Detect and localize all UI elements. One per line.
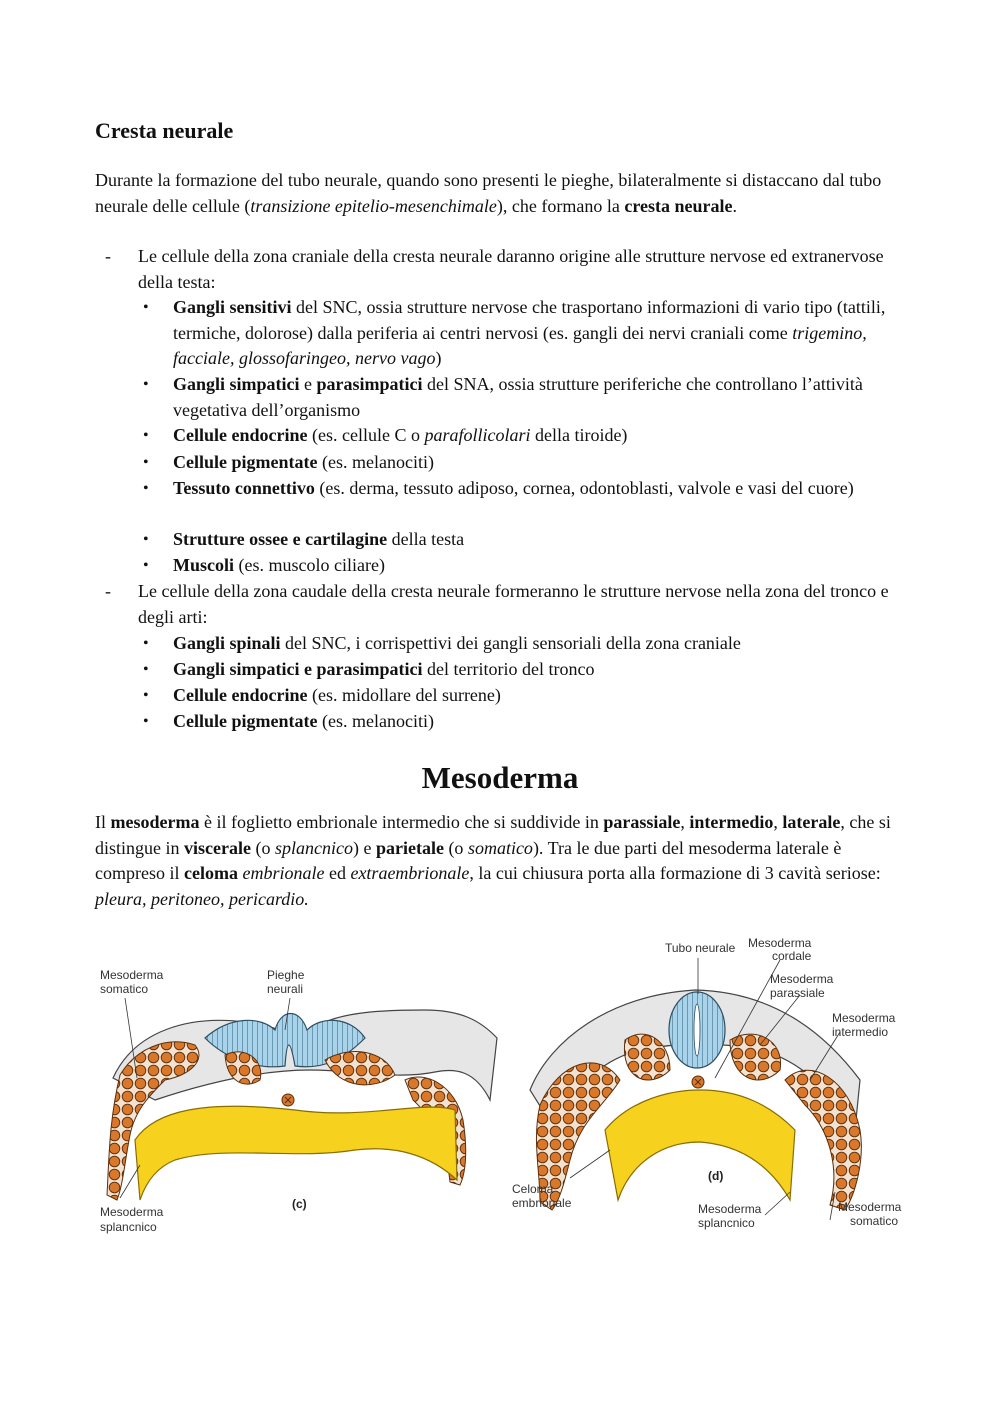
label-mesoderma-cordale-1: Mesoderma — [748, 936, 812, 950]
bullet-marker: • — [143, 687, 149, 704]
list-item-text: Cellule endocrine (es. cellule C o parafollicolari della tiroide) — [173, 425, 628, 445]
section-title-mesoderm: Mesoderma — [421, 760, 579, 795]
neural-crest-intro: Durante la formazione del tubo neurale, quando sono presenti le pieghe, bilateralmente si distaccano dal tubo neurale delle cellule (transizione epitelio-mesenchimale), che formano la cresta neurale. — [95, 170, 882, 216]
bullet-marker: • — [143, 480, 149, 497]
list-item-text: Cellule endocrine (es. midollare del surrene) — [173, 685, 501, 705]
label-mesoderma-intermedio-1: Mesoderma — [832, 1011, 896, 1025]
figure-d-mesoderm-sections — [510, 930, 910, 1235]
label-celoma-embrionale-2: embrionale — [512, 1196, 572, 1210]
list-item-text: Strutture ossee e cartilagine della testa — [173, 529, 465, 549]
list-item-text: Muscoli (es. muscolo ciliare) — [173, 555, 385, 575]
label-mesoderma-intermedio-2: intermedio — [832, 1025, 889, 1039]
bullet-marker: • — [143, 661, 149, 678]
label-mesoderma-parassiale-2: parassiale — [770, 986, 825, 1000]
endoderm-shape — [135, 1106, 457, 1200]
endoderm-shape — [605, 1090, 795, 1200]
bullet-marker: • — [143, 299, 149, 316]
bullet-marker: • — [143, 557, 149, 574]
label-mesoderma-splancnico-1: Mesoderma — [100, 1205, 164, 1219]
list-item-text: Cellule pigmentate (es. melanociti) — [173, 711, 434, 731]
label-mesoderma-somatico-2: somatico — [850, 1214, 899, 1228]
list-item-text: Gangli simpatici e parasimpatici del SNA, ossia strutture periferiche che controllano l’attività vegetativa dell’organismo — [173, 374, 863, 420]
label-mesoderma-parassiale-1: Mesoderma — [770, 972, 834, 986]
list-item-text: Gangli spinali del SNC, i corrispettivi dei gangli sensoriali della zona craniale — [173, 633, 741, 653]
bullet-marker: • — [143, 713, 149, 730]
label-mesoderma-splancnico-1: Mesoderma — [698, 1202, 762, 1216]
figure-c-neural-folds — [95, 960, 505, 1245]
list-item-text: Gangli sensitivi del SNC, ossia strutture nervose che trasportano informazioni di vario tipo (tattili, termiche, dolorose) dalla periferia ai centri nervosi (es. gangli dei nervi craniali come trigemino, facciale, glossofaringeo, nervo vago) — [173, 297, 886, 368]
dash-marker: - — [105, 246, 111, 266]
label-pieghe-neurali-1: Pieghe — [267, 968, 305, 982]
panel-label-c: (c) — [292, 1197, 307, 1211]
bullet-marker: • — [143, 531, 149, 548]
cranial-zone-text: Le cellule della zona craniale della cresta neurale daranno origine alle strutture nervose ed extranervose della testa: — [138, 246, 884, 292]
dash-marker: - — [105, 581, 111, 601]
bullet-marker: • — [143, 454, 149, 471]
list-item-text: Cellule pigmentate (es. melanociti) — [173, 452, 434, 472]
bullet-marker: • — [143, 376, 149, 393]
bullet-marker: • — [143, 427, 149, 444]
label-mesoderma-somatico-1: Mesoderma — [100, 968, 164, 982]
section-title-neural-crest: Cresta neurale — [95, 118, 234, 143]
label-mesoderma-cordale-2: cordale — [772, 949, 812, 963]
label-pieghe-neurali-2: neurali — [267, 982, 304, 996]
label-celoma-embrionale-1: Celoma — [512, 1182, 554, 1196]
list-item-text: Tessuto connettivo (es. derma, tessuto adiposo, cornea, odontoblasti, valvole e vasi del cuore) — [173, 478, 854, 498]
mesoderm-paragraph: Il mesoderma è il foglietto embrionale intermedio che si suddivide in parassiale, intermedio, laterale, che si distingue in viscerale (o splancnico) e parietale (o somatico). Tra le due parti del mesoderma laterale è compreso il celoma embrionale ed extraembrionale, la cui chiusura porta alla formazione di 3 cavità seriose: pleura, peritoneo, pericardio. — [95, 812, 891, 909]
panel-label-d: (d) — [708, 1169, 724, 1183]
label-mesoderma-somatico-2: somatico — [100, 982, 149, 996]
label-mesoderma-splancnico-2: splancnico — [698, 1216, 755, 1230]
label-tubo-neurale: Tubo neurale — [665, 941, 736, 955]
bullet-marker: • — [143, 635, 149, 652]
label-mesoderma-splancnico-2: splancnico — [100, 1220, 157, 1234]
list-item-text: Gangli simpatici e parasimpatici del territorio del tronco — [173, 659, 595, 679]
label-mesoderma-somatico-1: Mesoderma — [838, 1200, 902, 1214]
caudal-zone-text: Le cellule della zona caudale della cresta neurale formeranno le strutture nervose nella zona del tronco e degli arti: — [138, 581, 889, 627]
